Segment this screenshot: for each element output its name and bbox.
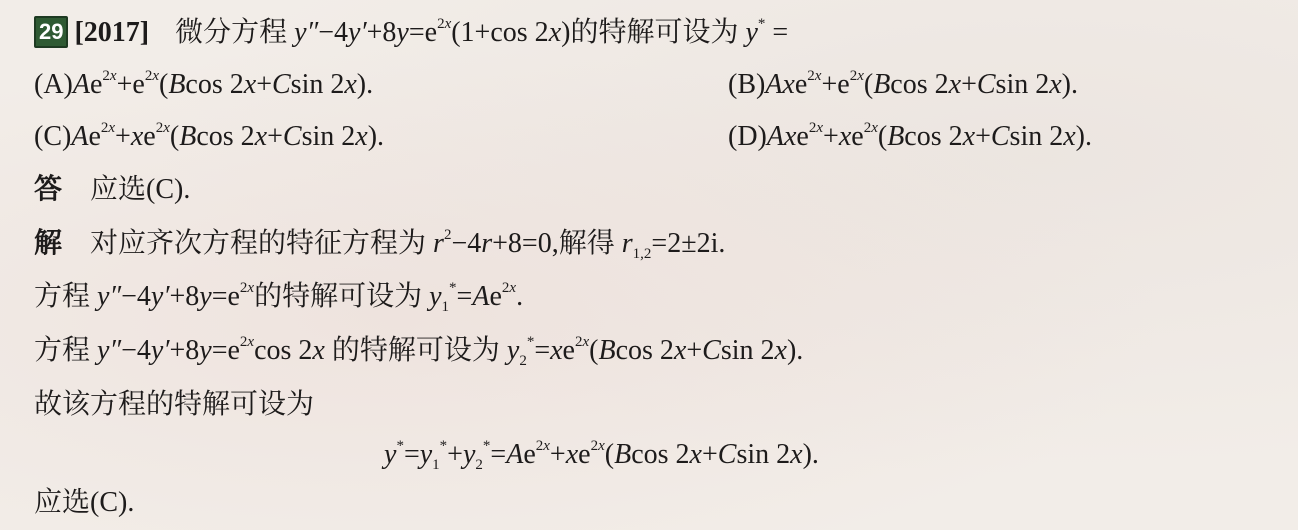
- solution-line-1: [34, 226, 725, 261]
- solution-line-4-text: 故该方程的特解可设为: [34, 389, 315, 420]
- final-answer: [34, 486, 134, 520]
- problem-year: [2017]: [74, 17, 150, 48]
- solution-line-3-prefix: 方程: [34, 335, 91, 366]
- solution-line-1-sep: ,解得: [551, 228, 615, 259]
- characteristic-roots: $r_{1,2}=2\pm 2i$.: [621, 228, 726, 262]
- option-a-expr: $Ae^{2x}+e^{2x}(Bcos$ 2x+Csin 2x).: [72, 68, 374, 100]
- solution-line-4: [34, 388, 314, 422]
- answer-label: 答: [34, 172, 63, 205]
- final-expression: $y^*=y_1^*+y_2^*=Ae^{2x}+xe^{2x}(Bcos$ 2x+Csin 2x).: [384, 438, 819, 473]
- final-answer-text: 应选(C).: [34, 487, 135, 518]
- solution-line-1-text: 对应齐次方程的特征方程为: [90, 228, 427, 259]
- option-c-label: (C): [34, 121, 72, 152]
- solution-line-3-result: $y_2^*=xe^{2x}(Bcos$ 2x+Csin 2x).: [506, 334, 804, 369]
- stem-text: 微分方程: [175, 17, 288, 48]
- solution-label: 解: [34, 226, 63, 259]
- solution-line-3-eq: $y''-4y'+8y=e^{2x}\cos$ 2x: [97, 334, 325, 366]
- stem-answer-blank: y* =: [745, 16, 789, 48]
- solution-line-2-eq: $y''-4y'+8y=e^{2x}$: [97, 280, 255, 312]
- option-d-expr: $Axe^{2x}+xe^{2x}(Bcos$ 2x+Csin 2x).: [766, 120, 1092, 152]
- solution-line-3: [34, 334, 803, 368]
- option-b-label: (B): [728, 69, 766, 100]
- solution-line-2-tail: 的特解可设为: [254, 281, 423, 312]
- option-a: [34, 68, 373, 102]
- answer-line: [34, 172, 190, 207]
- problem-stem: [34, 16, 788, 50]
- answer-text: 应选(C).: [90, 174, 191, 205]
- option-c-expr: $Ae^{2x}+xe^{2x}(Bcos$ 2x+Csin 2x).: [71, 120, 385, 152]
- solution-line-2-result: $y_1^*=Ae^{2x}$.: [429, 280, 524, 315]
- option-b: [728, 68, 1078, 102]
- option-d: [728, 120, 1092, 154]
- stem-equation: $y''-4y'+8y=e^{2x}(1+\cos$ 2x): [294, 16, 571, 48]
- characteristic-equation: $r^2-4r+8=0$: [433, 227, 552, 259]
- stem-tail: 的特解可设为: [570, 17, 739, 48]
- solution-line-2: [34, 280, 523, 314]
- solution-line-2-prefix: 方程: [34, 281, 91, 312]
- option-d-label: (D): [728, 121, 767, 152]
- option-b-expr: $Axe^{2x}+e^{2x}(Bcos$ 2x+Csin 2x).: [765, 68, 1078, 100]
- option-c: [34, 120, 384, 154]
- solution-line-3-tail: 的特解可设为: [331, 335, 500, 366]
- option-a-label: (A): [34, 69, 73, 100]
- problem-number-badge: 29: [34, 16, 68, 48]
